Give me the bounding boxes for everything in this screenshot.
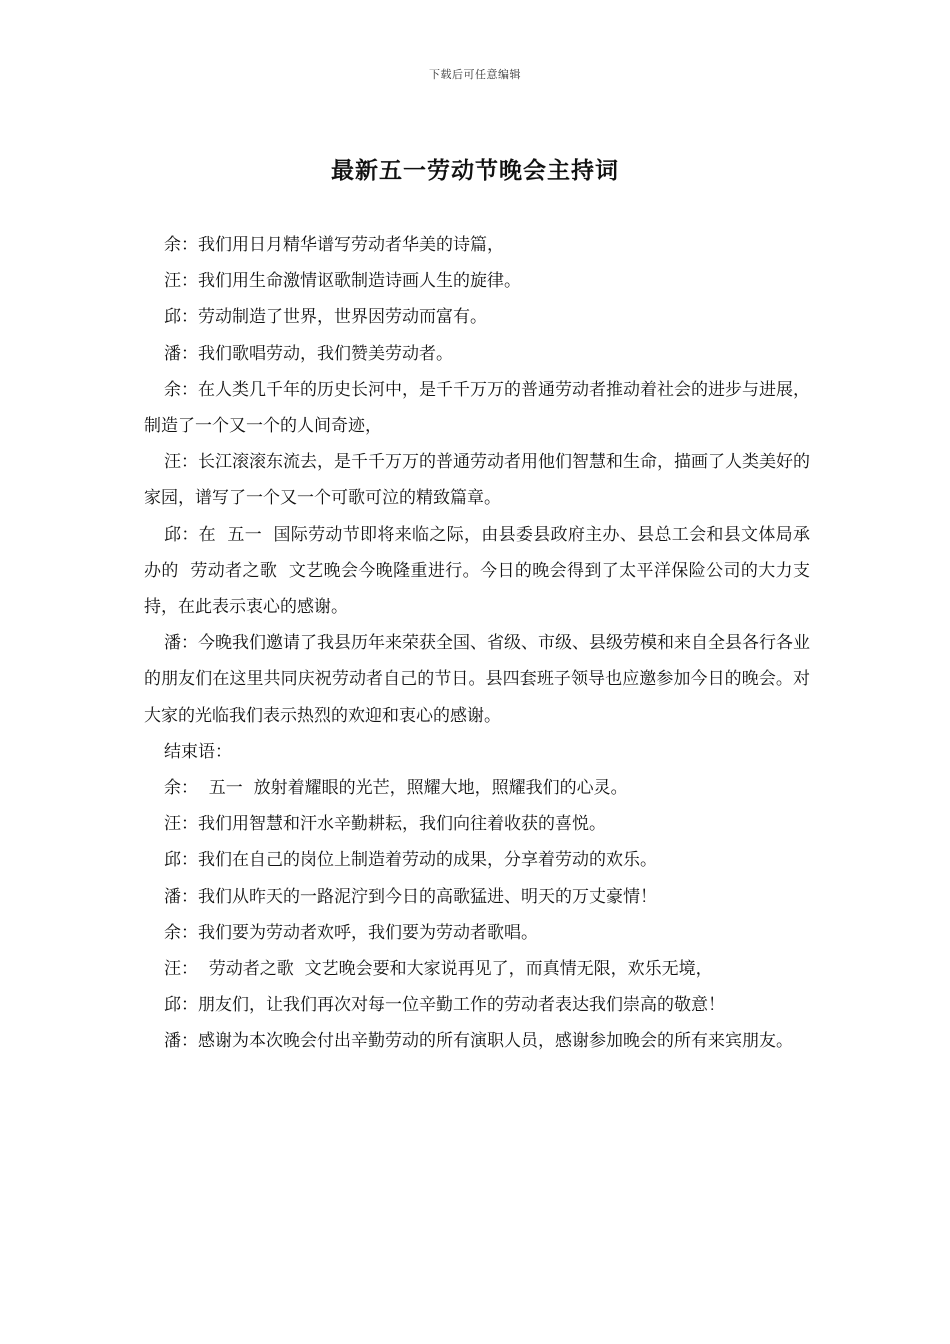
paragraph: 邱：劳动制造了世界，世界因劳动而富有。: [164, 307, 487, 328]
paragraph: 邱：在 五一 国际劳动节即将来临之际，由县委县政府主办、县总工会和县文体局承办的 劳动者之歌 文艺晚会今晚隆重进行。今日的晚会得到了太平洋保险公司的大力支持，在此表示衷心的感谢。: [144, 524, 810, 618]
paragraph: 潘：感谢为本次晚会付出辛勤劳动的所有演职人员，感谢参加晚会的所有来宾朋友。: [164, 1031, 793, 1052]
paragraph: 汪： 劳动者之歌 文艺晚会要和大家说再见了，而真情无限，欢乐无境，: [164, 959, 713, 980]
paragraph: 潘：我们歌唱劳动，我们赞美劳动者。: [164, 343, 453, 364]
paragraph: 余：我们要为劳动者欢呼，我们要为劳动者歌唱。: [164, 922, 538, 943]
document-body: [144, 227, 810, 1060]
header-note: 下载后可任意编辑: [429, 68, 521, 81]
paragraph: 余： 五一 放射着耀眼的光芒，照耀大地，照耀我们的心灵。: [164, 778, 628, 799]
paragraph: 汪：我们用智慧和汗水辛勤耕耘，我们向往着收获的喜悦。: [164, 814, 606, 835]
paragraph: 邱：我们在自己的岗位上制造着劳动的成果，分享着劳动的欢乐。: [164, 850, 657, 871]
paragraph: 潘：我们从昨天的一路泥泞到今日的高歌猛进、明天的万丈豪情！: [164, 886, 657, 907]
paragraph: 潘：今晚我们邀请了我县历年来荣获全国、省级、市级、县级劳模和来自全县各行各业的朋友们在这里共同庆祝劳动者自己的节日。县四套班子领导也应邀参加今日的晚会。对大家的光临我们表示热烈的欢迎和衷心的感谢。: [144, 633, 810, 726]
document-title: 最新五一劳动节晚会主持词: [331, 157, 619, 184]
paragraph: 余：在人类几千年的历史长河中，是千千万万的普通劳动者推动着社会的进步与进展，制造了一个又一个的人间奇迹，: [144, 379, 810, 437]
paragraph: 汪：长江滚滚东流去，是千千万万的普通劳动者用他们智慧和生命，描画了人类美好的家园，谱写了一个又一个可歌可泣的精致篇章。: [144, 452, 810, 509]
paragraph: 邱：朋友们，让我们再次对每一位辛勤工作的劳动者表达我们崇高的敬意！: [164, 995, 725, 1016]
paragraph: 余：我们用日月精华谱写劳动者华美的诗篇，: [164, 235, 504, 255]
closing-heading: 结束语：: [164, 741, 232, 762]
paragraph: 汪：我们用生命激情讴歌制造诗画人生的旋律。: [164, 271, 521, 292]
